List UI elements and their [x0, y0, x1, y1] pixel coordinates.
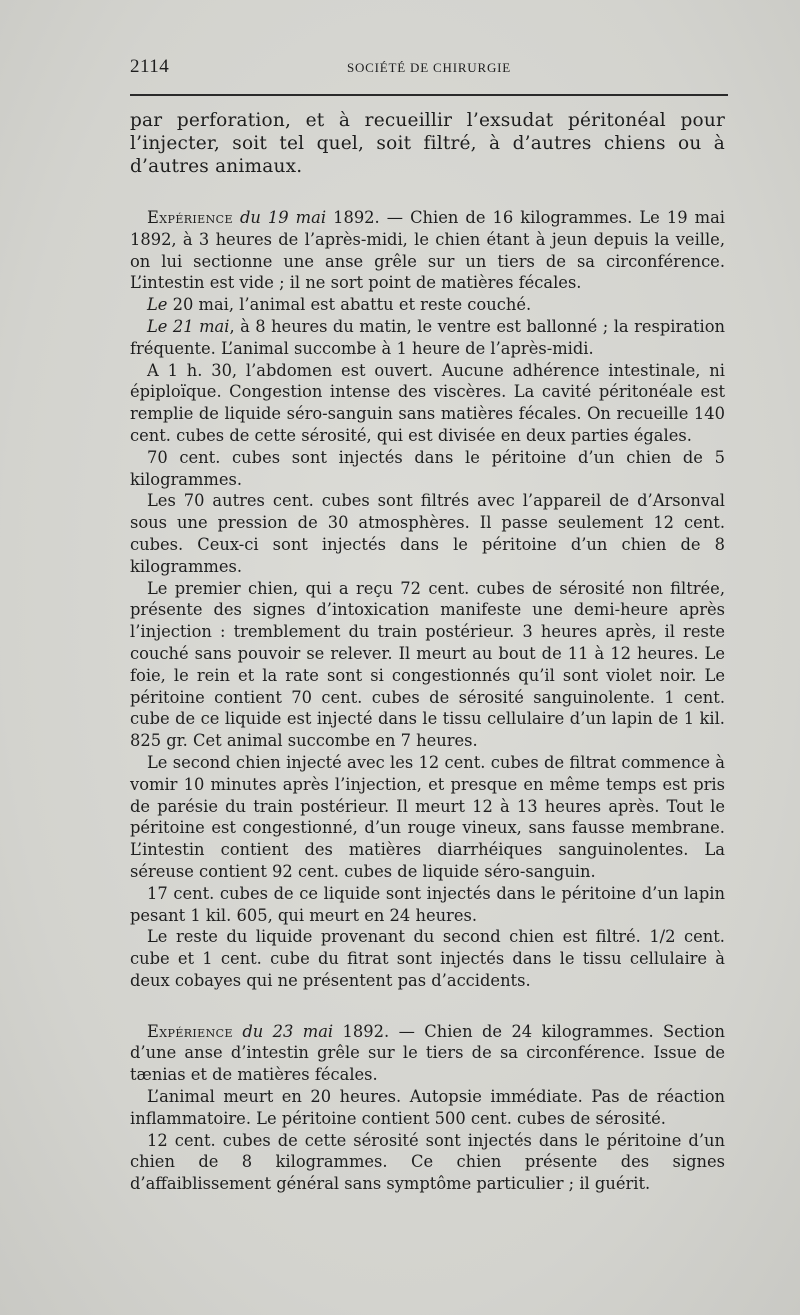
paragraph-lead: Le	[147, 295, 168, 315]
paragraph-date-number: 20 mai	[167, 295, 229, 315]
paragraph-autopsy: A 1 h. 30, l’abdomen est ouvert. Aucune adhérence intestinale, ni épiploïque. Congestion intense des viscères. La cavité péritonéale est remplie de liquide séro-sanguin sans matières fécales. On recueille 140 cent. cubes de cette sérosité, qui est divisée en deux parties égales.	[130, 360, 725, 445]
paragraph-injection-1: 70 cent. cubes sont injectés dans le péritoine d’un chien de 5 kilogrammes.	[130, 447, 725, 489]
experiment-text: 1892. — Chien de 16 kilogrammes. Le 19 mai 1892, à 3 heures de l’après-midi, le chien étant à jeun depuis la veille, on lui sectionne une anse grêle sur un tiers de sa circonférence. L’intestin est vide ; il ne sort point de matières fécales.	[130, 208, 725, 293]
page-number: 2114	[130, 56, 170, 77]
paragraph-lead: Le	[147, 316, 168, 336]
experiment-date: du 19 mai	[239, 208, 327, 227]
experiment-23-mai	[130, 1021, 725, 1086]
paragraph-date: 21 mai	[167, 316, 230, 336]
experiment-19-mai	[130, 207, 725, 294]
page-body	[130, 109, 725, 1195]
paragraph-text: , l’animal est abattu et reste couché.	[228, 295, 532, 315]
paragraph-21-mai	[130, 316, 725, 360]
experiment-text: 1892. — Chien de 24 kilogrammes. Section d’une anse d’intestin grêle sur le tiers de sa circonférence. Issue de tænias et de matières fécales.	[130, 1021, 725, 1085]
paragraph-filtration: Les 70 autres cent. cubes sont filtrés avec l’appareil de d’Arsonval sous une pression de 30 atmosphères. Il passe seulement 12 cent. cubes. Ceux-ci sont injectés dans le péritoine d’un chien de 8 kilogrammes.	[130, 491, 725, 576]
paragraph-death: L’animal meurt en 20 heures. Autopsie immédiate. Pas de réaction inflammatoire. Le péritoine contient 500 cent. cubes de sérosité.	[130, 1087, 725, 1128]
paragraph-guinea-pigs: Le reste du liquide provenant du second chien est filtré. 1/2 cent. cube et 1 cent. cube du fitrat sont injectés dans le tissu cellulaire à deux cobayes qui ne présentent pas d’accidents.	[130, 927, 725, 990]
header-rule	[130, 94, 728, 96]
experiment-date: du 23 mai	[242, 1021, 334, 1041]
paragraph-recovery: 12 cent. cubes de cette sérosité sont injectés dans le péritoine d’un chien de 8 kilogrammes. Ce chien présente des signes d’affaiblissement général sans symptôme particulier ; il guérit.	[130, 1130, 725, 1194]
paragraph-continued: par perforation, et à recueillir l’exsudat péritonéal pour l’injecter, soit tel quel, soit filtré, à d’autres chiens ou à d’autres animaux.	[130, 110, 725, 177]
experiment-label: Expérience	[147, 208, 233, 227]
paragraph-first-dog: Le premier chien, qui a reçu 72 cent. cubes de sérosité non filtrée, présente des signes d’intoxication manifeste une demi-heure après l’injection : tremblement du train postérieur. 3 heures après, il reste couché sans pouvoir se relever. Il meurt au bout de 11 à 12 heures. Le foie, le rein et la rate sont si congestionnés qu’il sont violet noir. Le péritoine contient 70 cent. cubes de sérosité sanguinolente. 1 cent. cube de ce liquide est injecté dans le tissu cellulaire d’un lapin de 1 kil. 825 gr. Cet animal succombe en 7 heures.	[130, 578, 725, 751]
paragraph-rabbit: 17 cent. cubes de ce liquide sont injectés dans le péritoine d’un lapin pesant 1 kil. 605, qui meurt en 24 heures.	[130, 883, 725, 925]
page-header	[130, 50, 728, 80]
experiment-label: Expérience	[147, 1021, 233, 1041]
paragraph-text: , à 8 heures du matin, le ventre est ballonné ; la respiration fréquente. L’animal succombe à 1 heure de l’après-midi.	[130, 316, 725, 358]
paragraph-second-dog: Le second chien injecté avec les 12 cent. cubes de filtrat commence à vomir 10 minutes après l’injection, et presque en même temps est pris de parésie du train postérieur. Il meurt 12 à 13 heures après. Tout le péritoine est congestionné, d’un rouge vineux, sans fausse membrane. L’intestin contient des matières diarrhéiques sanguinolentes. La séreuse contient 92 cent. cubes de liquide séro-sanguin.	[130, 752, 725, 881]
paragraph-20-mai	[130, 294, 725, 316]
running-head: SOCIÉTÉ DE CHIRURGIE	[346, 60, 512, 75]
